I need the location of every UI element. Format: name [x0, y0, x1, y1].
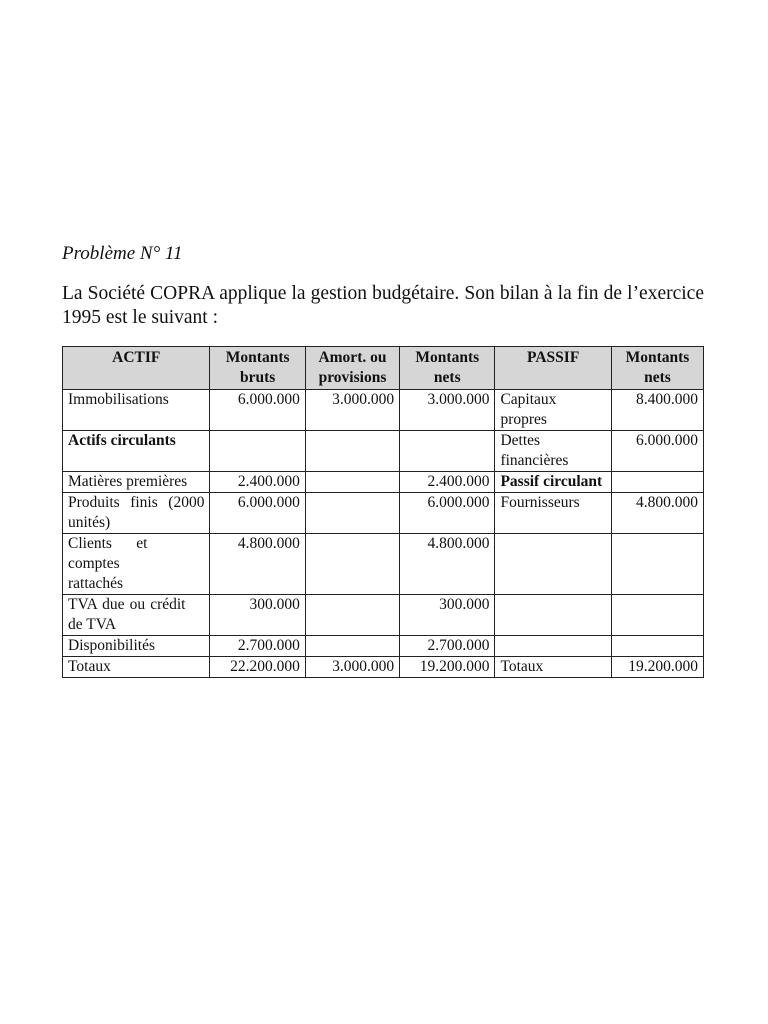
- passif-total-value: 19.200.000: [611, 657, 703, 678]
- table-row: [63, 472, 704, 493]
- net-value: 2.700.000: [400, 636, 495, 657]
- passif-label: Fournisseurs: [495, 493, 611, 534]
- actif-label: Clients et comptes rattachés: [63, 534, 210, 595]
- passif-net-value: 6.000.000: [611, 431, 703, 472]
- net-value: 6.000.000: [400, 493, 495, 534]
- brut-value: 6.000.000: [210, 390, 305, 431]
- header-actif: ACTIF: [63, 347, 210, 390]
- brut-value: 6.000.000: [210, 493, 305, 534]
- actif-label: Disponibilités: [63, 636, 210, 657]
- brut-total-value: 22.200.000: [210, 657, 305, 678]
- passif-label: Capitaux propres: [495, 390, 611, 431]
- amort-value: [305, 534, 399, 595]
- passif-total-label: Totaux: [495, 657, 611, 678]
- amort-value: [305, 472, 399, 493]
- actif-label: Immobilisations: [63, 390, 210, 431]
- passif-net-value: [611, 595, 703, 636]
- table-row: [63, 636, 704, 657]
- net-total-value: 19.200.000: [400, 657, 495, 678]
- passif-net-value: [611, 636, 703, 657]
- passif-label: Passif circulant: [495, 472, 611, 493]
- table-row: [63, 390, 704, 431]
- brut-value: 4.800.000: [210, 534, 305, 595]
- net-value: 2.400.000: [400, 472, 495, 493]
- net-value: 3.000.000: [400, 390, 495, 431]
- passif-label: [495, 595, 611, 636]
- brut-value: 2.700.000: [210, 636, 305, 657]
- header-passif-montants-nets: Montants nets: [611, 347, 703, 390]
- actif-total-label: Totaux: [63, 657, 210, 678]
- brut-value: 300.000: [210, 595, 305, 636]
- net-value: 4.800.000: [400, 534, 495, 595]
- table-row: [63, 431, 704, 472]
- net-value: [400, 431, 495, 472]
- passif-net-value: [611, 472, 703, 493]
- passif-label: [495, 636, 611, 657]
- amort-value: 3.000.000: [305, 390, 399, 431]
- passif-net-value: 4.800.000: [611, 493, 703, 534]
- totals-row: [63, 657, 704, 678]
- actif-label: Matières premières: [63, 472, 210, 493]
- amort-value: [305, 493, 399, 534]
- header-passif: PASSIF: [495, 347, 611, 390]
- table-header-row: [63, 347, 704, 390]
- balance-sheet-table: [62, 346, 704, 678]
- intro-paragraph: La Société COPRA applique la gestion budgétaire. Son bilan à la fin de l’exercice 1995 est le suivant :: [62, 283, 704, 328]
- amort-value: [305, 595, 399, 636]
- net-value: 300.000: [400, 595, 495, 636]
- amort-value: [305, 636, 399, 657]
- passif-net-value: [611, 534, 703, 595]
- problem-heading: Problème N° 11: [62, 243, 183, 264]
- amort-total-value: 3.000.000: [305, 657, 399, 678]
- passif-net-value: 8.400.000: [611, 390, 703, 431]
- brut-value: 2.400.000: [210, 472, 305, 493]
- passif-label: [495, 534, 611, 595]
- header-amort-provisions: Amort. ou provisions: [305, 347, 399, 390]
- amort-value: [305, 431, 399, 472]
- brut-value: [210, 431, 305, 472]
- table-row: [63, 534, 704, 595]
- table-row: [63, 595, 704, 636]
- table-row: [63, 493, 704, 534]
- header-montants-bruts: Montants bruts: [210, 347, 305, 390]
- actif-label: Actifs circulants: [63, 431, 210, 472]
- passif-label: Dettes financières: [495, 431, 611, 472]
- actif-label: Produits finis (2000 unités): [63, 493, 210, 534]
- actif-label: TVA due ou crédit de TVA: [63, 595, 210, 636]
- header-montants-nets: Montants nets: [400, 347, 495, 390]
